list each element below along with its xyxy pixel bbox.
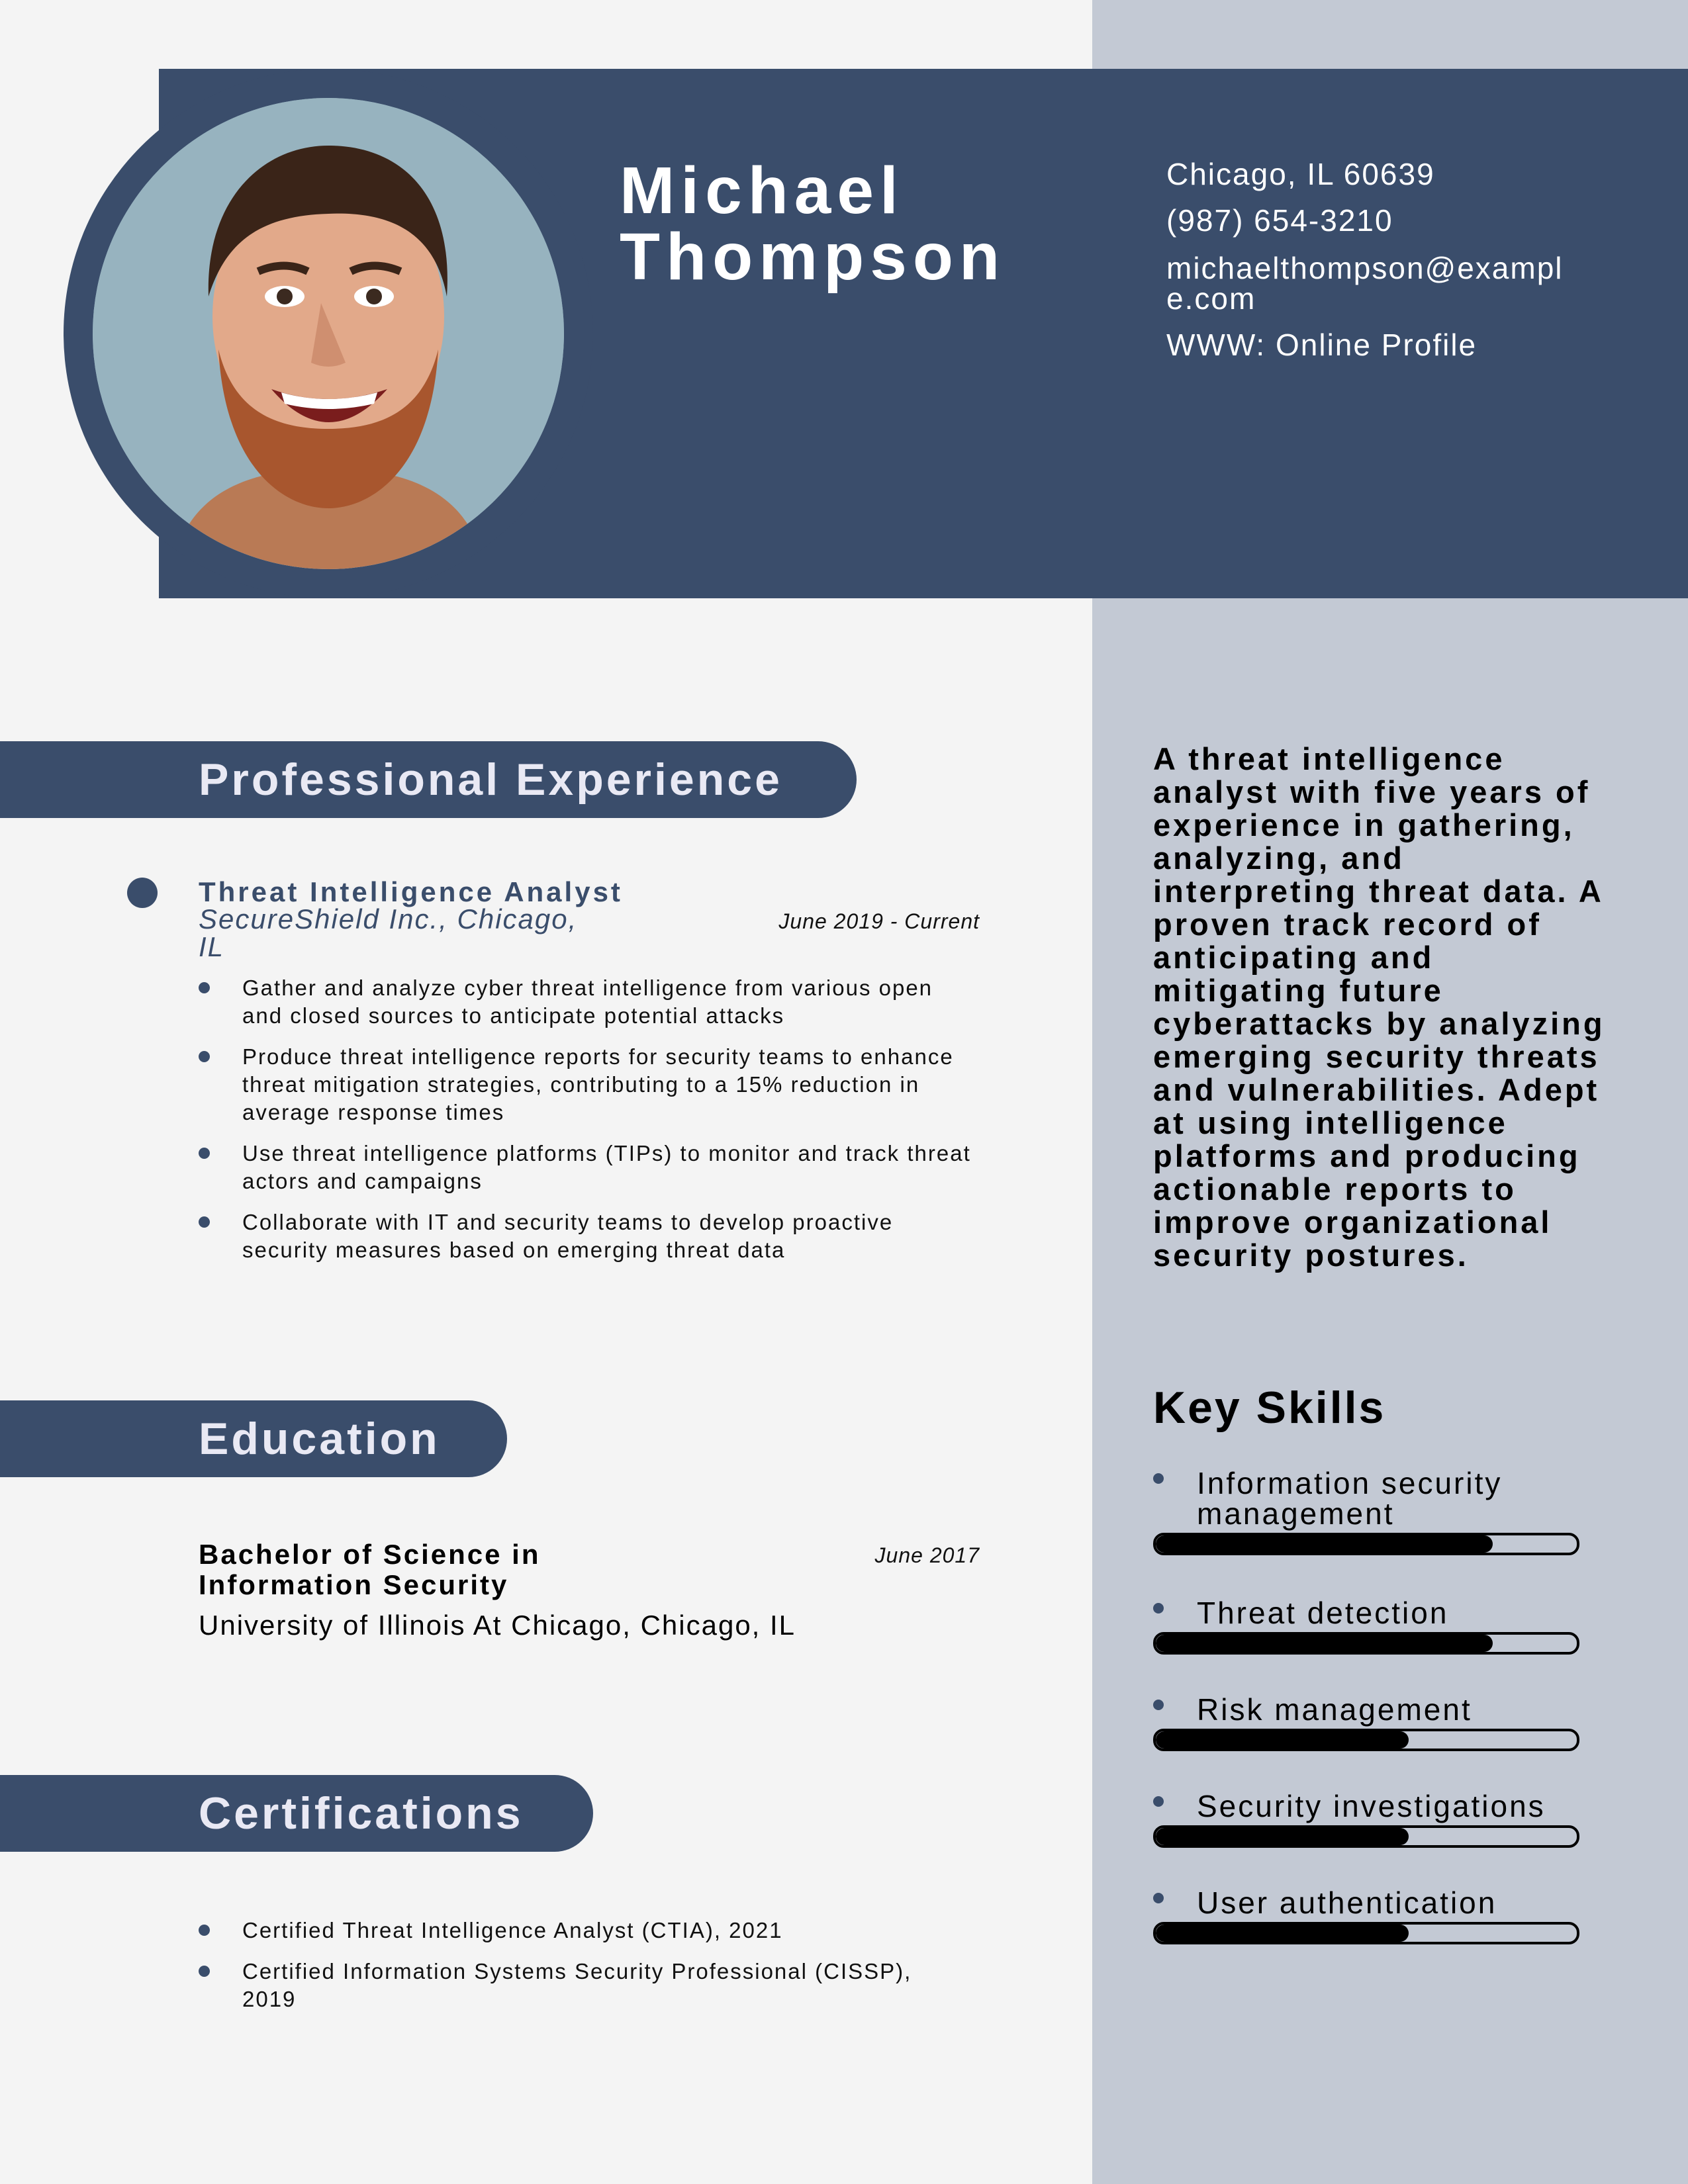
experience-heading: Professional Experience (199, 754, 782, 805)
skill-item (1153, 1694, 1577, 1751)
education-date: June 2017 (874, 1543, 980, 1567)
bullet-icon (1153, 1796, 1164, 1807)
skill-item (1153, 1598, 1577, 1655)
bullet-icon (199, 982, 210, 993)
skill-meter-fill (1156, 1535, 1493, 1553)
bullet-icon (1153, 1603, 1164, 1614)
bullet-icon (199, 1148, 210, 1159)
skill-label: Threat detection (1197, 1596, 1449, 1630)
certifications-heading-bar (0, 1775, 593, 1852)
skill-item (1153, 1468, 1577, 1555)
bullet-text: Produce threat intelligence reports for security teams to enhance threat mitigation strategies, contributing to a 15% reduction in average response times (242, 1044, 954, 1124)
skill-meter-fill (1156, 1925, 1409, 1942)
certifications-heading: Certifications (199, 1788, 524, 1839)
skill-label: User authentication (1197, 1886, 1497, 1920)
bullet-icon (1153, 1893, 1164, 1903)
list-item (199, 1208, 980, 1264)
job-dates: June 2019 - Current (778, 909, 980, 933)
job-company: SecureShield Inc., Chicago, IL (199, 903, 578, 962)
education-school: University of Illinois At Chicago, Chicago, IL (199, 1610, 796, 1641)
first-name: Michael (620, 154, 904, 228)
certification-text: Certified Information Systems Security Professional (CISSP), 2019 (242, 1959, 912, 2011)
skills-heading: Key Skills (1153, 1383, 1386, 1433)
bullet-icon (199, 1966, 210, 1977)
job-title: Threat Intelligence Analyst (199, 876, 623, 907)
list-item (199, 1140, 980, 1195)
education-heading: Education (199, 1414, 440, 1464)
skill-meter-fill (1156, 1731, 1409, 1749)
education-degree: Bachelor of Science in Information Security (199, 1539, 541, 1600)
skill-item (1153, 1888, 1577, 1944)
skill-meter (1153, 1533, 1579, 1555)
skill-label: Information security management (1197, 1466, 1503, 1531)
skill-label: Security investigations (1197, 1789, 1546, 1823)
skill-meter-fill (1156, 1828, 1409, 1845)
skill-meter-fill (1156, 1635, 1493, 1652)
list-item (199, 1917, 953, 1944)
experience-heading-bar (0, 741, 857, 818)
contact-website[interactable]: WWW: Online Profile (1166, 328, 1477, 362)
last-name: Thompson (620, 220, 1006, 294)
certifications-list (199, 1917, 953, 2026)
bullet-icon (1153, 1700, 1164, 1710)
profile-photo (93, 98, 564, 569)
skill-meter (1153, 1729, 1579, 1751)
skill-item (1153, 1791, 1577, 1848)
education-heading-bar (0, 1400, 507, 1477)
job-bullets (199, 974, 980, 1277)
contact-email[interactable]: michaelthompson@example.com (1166, 251, 1564, 316)
bullet-text: Use threat intelligence platforms (TIPs) to monitor and track threat actors and campaigns (242, 1141, 971, 1193)
list-item (199, 1958, 953, 2013)
contact-address: Chicago, IL 60639 (1166, 157, 1435, 191)
bullet-icon (199, 1051, 210, 1062)
skill-label: Risk management (1197, 1692, 1472, 1727)
skill-meter (1153, 1922, 1579, 1944)
candidate-name (620, 154, 1006, 294)
skill-meter (1153, 1825, 1579, 1848)
profile-photo-illustration (93, 98, 564, 569)
list-item (199, 974, 980, 1030)
professional-summary: A threat intelligence analyst with five years of experience in gathering, analyzing, and interpreting threat data. A proven track record of anticipating and mitigating future cyberattacks by analyzing emerging security threats and vulnerabilities. Adept at using intelligence platforms and producing actionable reports to improve organizational security postures. (1153, 741, 1605, 1273)
bullet-icon (1153, 1473, 1164, 1484)
bullet-icon (199, 1216, 210, 1228)
contact-phone: (987) 654-3210 (1166, 203, 1393, 238)
bullet-text: Gather and analyze cyber threat intelligence from various open and closed sources to anticipate potential attacks (242, 976, 933, 1028)
bullet-text: Collaborate with IT and security teams to develop proactive security measures based on emerging threat data (242, 1210, 894, 1262)
bullet-icon (199, 1925, 210, 1936)
certification-text: Certified Threat Intelligence Analyst (CTIA), 2021 (242, 1918, 783, 1942)
timeline-dot (127, 878, 158, 908)
list-item (199, 1043, 980, 1126)
skill-meter (1153, 1632, 1579, 1655)
